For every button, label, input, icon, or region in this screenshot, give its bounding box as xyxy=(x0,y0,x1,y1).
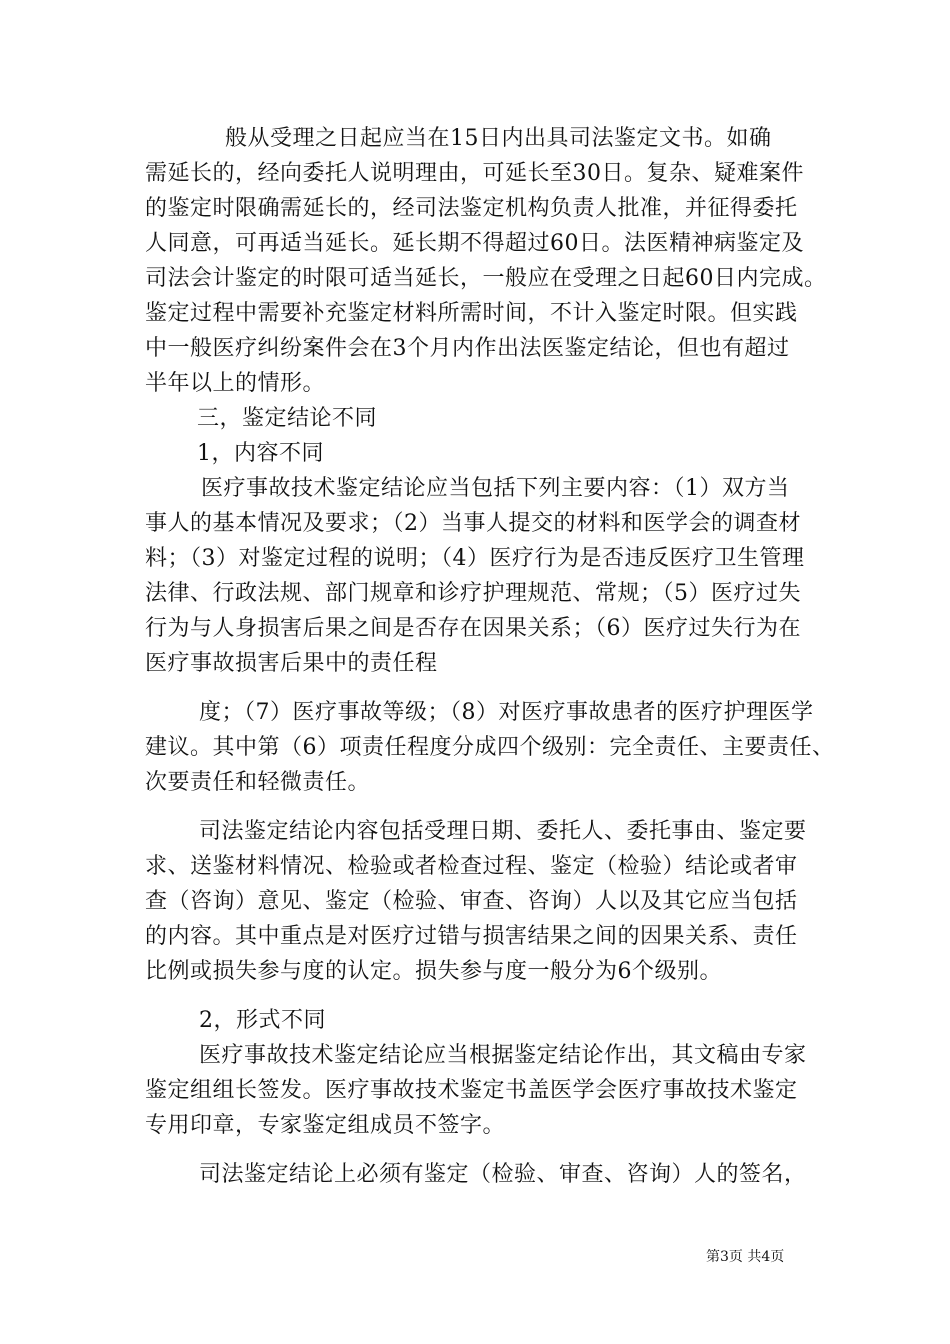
text-line: 中一般医疗纠纷案件会在3个月内作出法医鉴定结论，但也有超过 xyxy=(145,336,790,361)
text-line: 司法会计鉴定的时限可适当延长，一般应在受理之日起60日内完成。 xyxy=(145,266,827,291)
text-line: 建议。其中第（6）项责任程度分成四个级别：完全责任、主要责任、 xyxy=(145,735,835,760)
text-line: 司法鉴定结论内容包括受理日期、委托人、委托事由、鉴定要 xyxy=(199,819,807,844)
text-line: 需延长的，经向委托人说明理由，可延长至30日。复杂、疑难案件 xyxy=(145,161,804,186)
text-line: 半年以上的情形。 xyxy=(145,371,326,396)
subsection-heading: 2，形式不同 xyxy=(199,1008,326,1033)
text-line: 度；（7）医疗事故等级；（8）对医疗事故患者的医疗护理医学 xyxy=(199,700,814,725)
text-line: 医疗事故技术鉴定结论应当包括下列主要内容：（1）双方当 xyxy=(201,476,790,501)
text-line: 人同意，可再适当延长。延长期不得超过60日。法医精神病鉴定及 xyxy=(145,231,804,256)
text-line: 的鉴定时限确需延长的，经司法鉴定机构负责人批准，并征得委托 xyxy=(145,196,798,221)
text-line: 求、送鉴材料情况、检验或者检查过程、鉴定（检验）结论或者审 xyxy=(145,854,798,879)
text-line: 比例或损失参与度的认定。损失参与度一般分为6个级别。 xyxy=(145,959,722,984)
text-line: 查（咨询）意见、鉴定（检验、审查、咨询）人以及其它应当包括 xyxy=(145,889,798,914)
text-line: 般从受理之日起应当在15日内出具司法鉴定文书。如确 xyxy=(225,126,772,151)
text-line: 事人的基本情况及要求；（2）当事人提交的材料和医学会的调查材 xyxy=(145,511,801,536)
text-line: 司法鉴定结论上必须有鉴定（检验、审查、咨询）人的签名， xyxy=(199,1162,807,1187)
text-line: 鉴定组组长签发。医疗事故技术鉴定书盖医学会医疗事故技术鉴定 xyxy=(145,1078,798,1103)
subsection-heading: 1，内容不同 xyxy=(197,441,324,466)
text-line: 行为与人身损害后果之间是否存在因果关系；（6）医疗过失行为在 xyxy=(145,616,801,641)
text-line: 料；（3）对鉴定过程的说明；（4）医疗行为是否违反医疗卫生管理 xyxy=(145,546,805,571)
text-line: 法律、行政法规、部门规章和诊疗护理规范、常规；（5）医疗过失 xyxy=(145,581,801,606)
page-number: 第3页 共4页 xyxy=(706,1249,785,1265)
text-line: 次要责任和轻微责任。 xyxy=(145,770,371,795)
text-line: 的内容。其中重点是对医疗过错与损害结果之间的因果关系、责任 xyxy=(145,924,798,949)
section-heading: 三，鉴定结论不同 xyxy=(197,406,378,431)
text-line: 医疗事故损害后果中的责任程 xyxy=(145,651,438,676)
text-line: 专用印章，专家鉴定组成员不签字。 xyxy=(145,1113,506,1138)
text-line: 鉴定过程中需要补充鉴定材料所需时间，不计入鉴定时限。但实践 xyxy=(145,301,798,326)
text-line: 医疗事故技术鉴定结论应当根据鉴定结论作出，其文稿由专家 xyxy=(199,1043,807,1068)
